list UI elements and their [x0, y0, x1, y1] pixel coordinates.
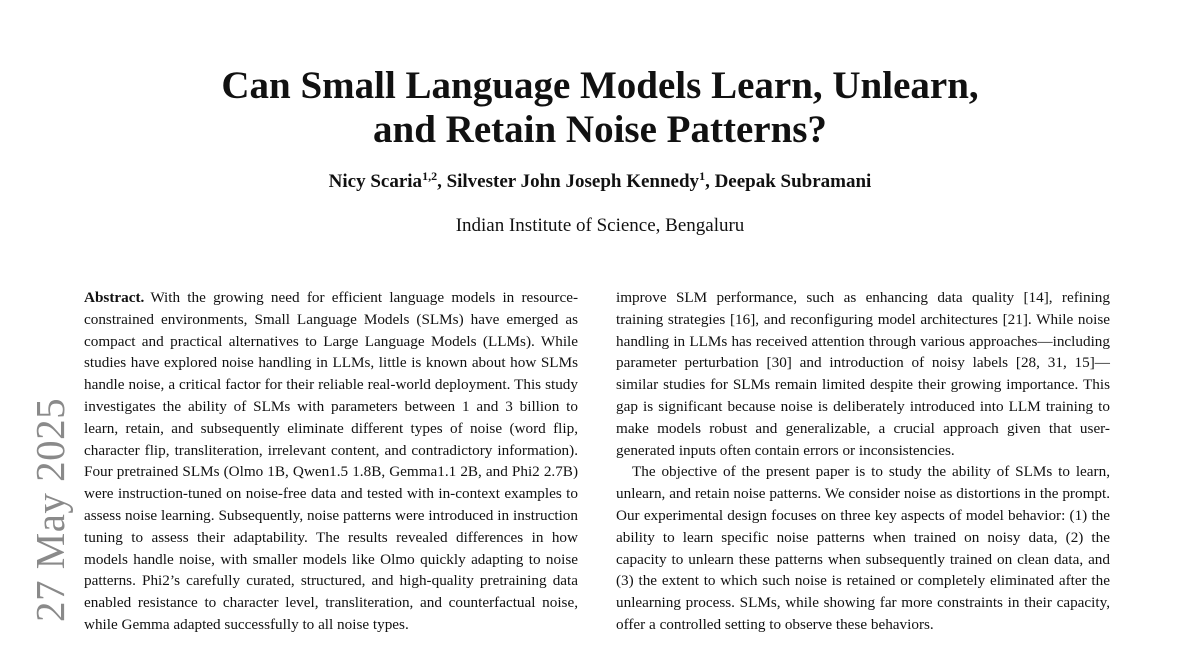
affiliation: Indian Institute of Science, Bengaluru: [455, 215, 745, 236]
paper-title-line-2: and Retain Noise Patterns?: [373, 108, 827, 151]
author-name: Deepak Subramani: [714, 171, 872, 192]
paper-title: [100, 64, 1100, 152]
author-name: Nicy Scaria: [328, 171, 423, 192]
body-paragraph-1: improve SLM performance, such as enhancing data quality [14], refining training strategies [16], and reconfiguring model architectures [21]. While noise handling in LLMs has received attention through various approaches—including parameter perturbation [30] and introduction of noisy labels [28, 31, 15]—similar studies for SLMs remain limited despite their growing importance. This gap is significant because noise is deliberately introduced into LLM training to make models robust and generalizable, a crucial approach given that user-generated inputs often contain errors or inconsistencies.: [616, 289, 1110, 459]
paper-title-line-1: Can Small Language Models Learn, Unlearn,: [221, 64, 979, 107]
author-separator: ,: [705, 171, 715, 192]
abstract-label: Abstract.: [84, 289, 145, 306]
abstract-text: With the growing need for efficient language models in resource-constrained environments, Small Language Models (SLMs) have emerged as compact and practical alternatives to Large Language Models (LLMs). While studies have explored noise handling in LLMs, little is known about how SLMs handle noise, a critical factor for their reliable real-world deployment. This study investigates the ability of SLMs with parameters between 1 and 3 billion to learn, retain, and subsequently eliminate different types of noise (word flip, character flip, transliteration, irrelevant content, and contradictory information). Four pretrained SLMs (Olmo 1B, Qwen1.5 1.8B, Gemma1.1 2B, and Phi2 2.7B) were instruction-tuned on noise-free data and tested with in-context examples to assess noise learning. Subsequently, noise patterns were introduced in instruction tuning to assess their adaptability. The results revealed differences in how models handle noise, with smaller models like Olmo quickly adapting to noise patterns. Phi2’s carefully curated, structured, and high-quality pretraining data enabled resistance to character level, transliteration, and counterfactual noise, while Gemma adapted successfully to all noise types.: [84, 289, 578, 633]
author-list: [100, 170, 1100, 194]
left-column: [84, 287, 578, 636]
author-affiliation-mark: 1,2: [422, 169, 438, 183]
body-paragraph-2: The objective of the present paper is to study the ability of SLMs to learn, unlearn, and retain noise patterns. We consider noise as distortions in the prompt. Our experimental design focuses on three key aspects of model behavior: (1) the ability to learn specific noise patterns when trained on noisy data, (2) the capacity to unlearn these patterns when subsequently trained on clean data, and (3) the extent to which such noise is retained or completely eliminated after the unlearning process. SLMs, while showing far more constraints in their capacity, offer a controlled setting to observe these behaviors.: [616, 463, 1110, 633]
author-name: Silvester John Joseph Kennedy: [446, 171, 700, 192]
right-column: [616, 287, 1110, 636]
author-separator: ,: [437, 171, 447, 192]
author-affiliation-mark: 1: [699, 169, 706, 183]
arxiv-date-watermark: 27 May 2025: [27, 397, 73, 622]
abstract-paragraph: [84, 287, 578, 636]
